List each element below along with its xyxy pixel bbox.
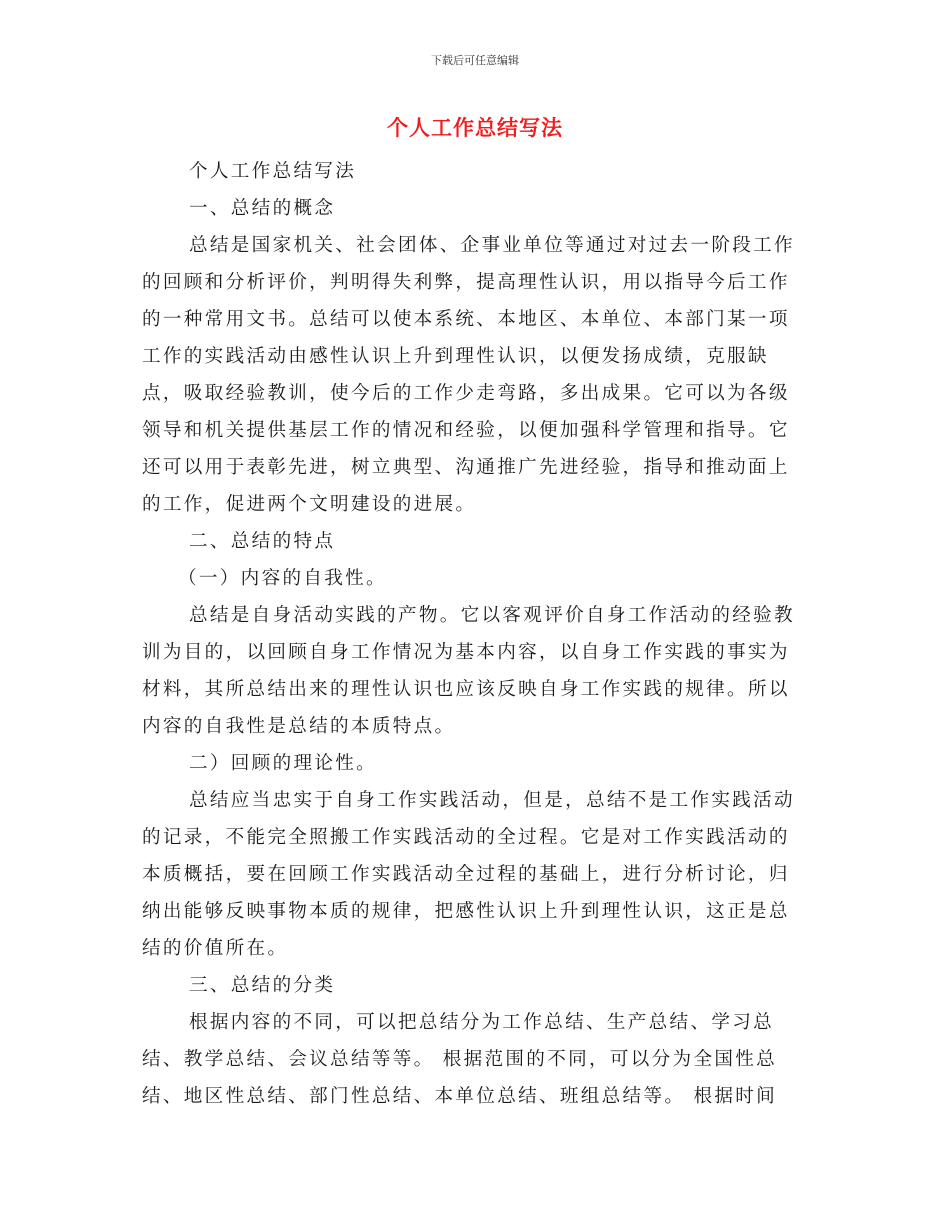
header-note: 下载后可任意编辑 <box>431 54 519 67</box>
subtitle-paragraph: 个人工作总结写法 <box>189 161 357 182</box>
section-heading: 三、总结的分类 <box>189 975 336 996</box>
document-title: 个人工作总结写法 <box>387 116 563 140</box>
section-heading: 二、总结的特点 <box>189 531 336 552</box>
subsection-heading: 二）回顾的理论性。 <box>189 753 378 774</box>
body-paragraph: 根据内容的不同，可以把总结分为工作总结、生产总结、学习总结、教学总结、会议总结等等。 根据范围的不同，可以分为全国性总结、地区性总结、部门性总结、本单位总结、班组总结等。 根据时间 <box>142 1012 778 1107</box>
body-paragraph: 总结是国家机关、社会团体、企事业单位等通过对过去一阶段工作的回顾和分析评价，判明得失利弊，提高理性认识，用以指导今后工作的一种常用文书。总结可以使本系统、本地区、本单位、本部门某一项工作的实践活动由感性认识上升到理性认识，以便发扬成绩，克服缺点，吸取经验教训，使今后的工作少走弯路，多出成果。它可以为各级领导和机关提供基层工作的情况和经验，以便加强科学管理和指导。它还可以用于表彰先进，树立典型、沟通推广先进经验，指导和推动面上的工作，促进两个文明建设的进展。 <box>142 235 795 515</box>
body-paragraph: 总结是自身活动实践的产物。它以客观评价自身工作活动的经验教训为目的，以回顾自身工作情况为基本内容，以自身工作实践的事实为材料，其所总结出来的理性认识也应该反映自身工作实践的规律。所以内容的自我性是总结的本质特点。 <box>142 605 795 737</box>
body-paragraph: 总结应当忠实于自身工作实践活动，但是，总结不是工作实践活动的记录，不能完全照搬工作实践活动的全过程。它是对工作实践活动的本质概括，要在回顾工作实践活动全过程的基础上，进行分析讨论，归纳出能够反映事物本质的规律，把感性认识上升到理性认识，这正是总结的价值所在。 <box>142 790 795 959</box>
subsection-heading: （一）内容的自我性。 <box>178 568 387 589</box>
section-heading: 一、总结的概念 <box>189 198 336 219</box>
document-body <box>142 153 807 1115</box>
